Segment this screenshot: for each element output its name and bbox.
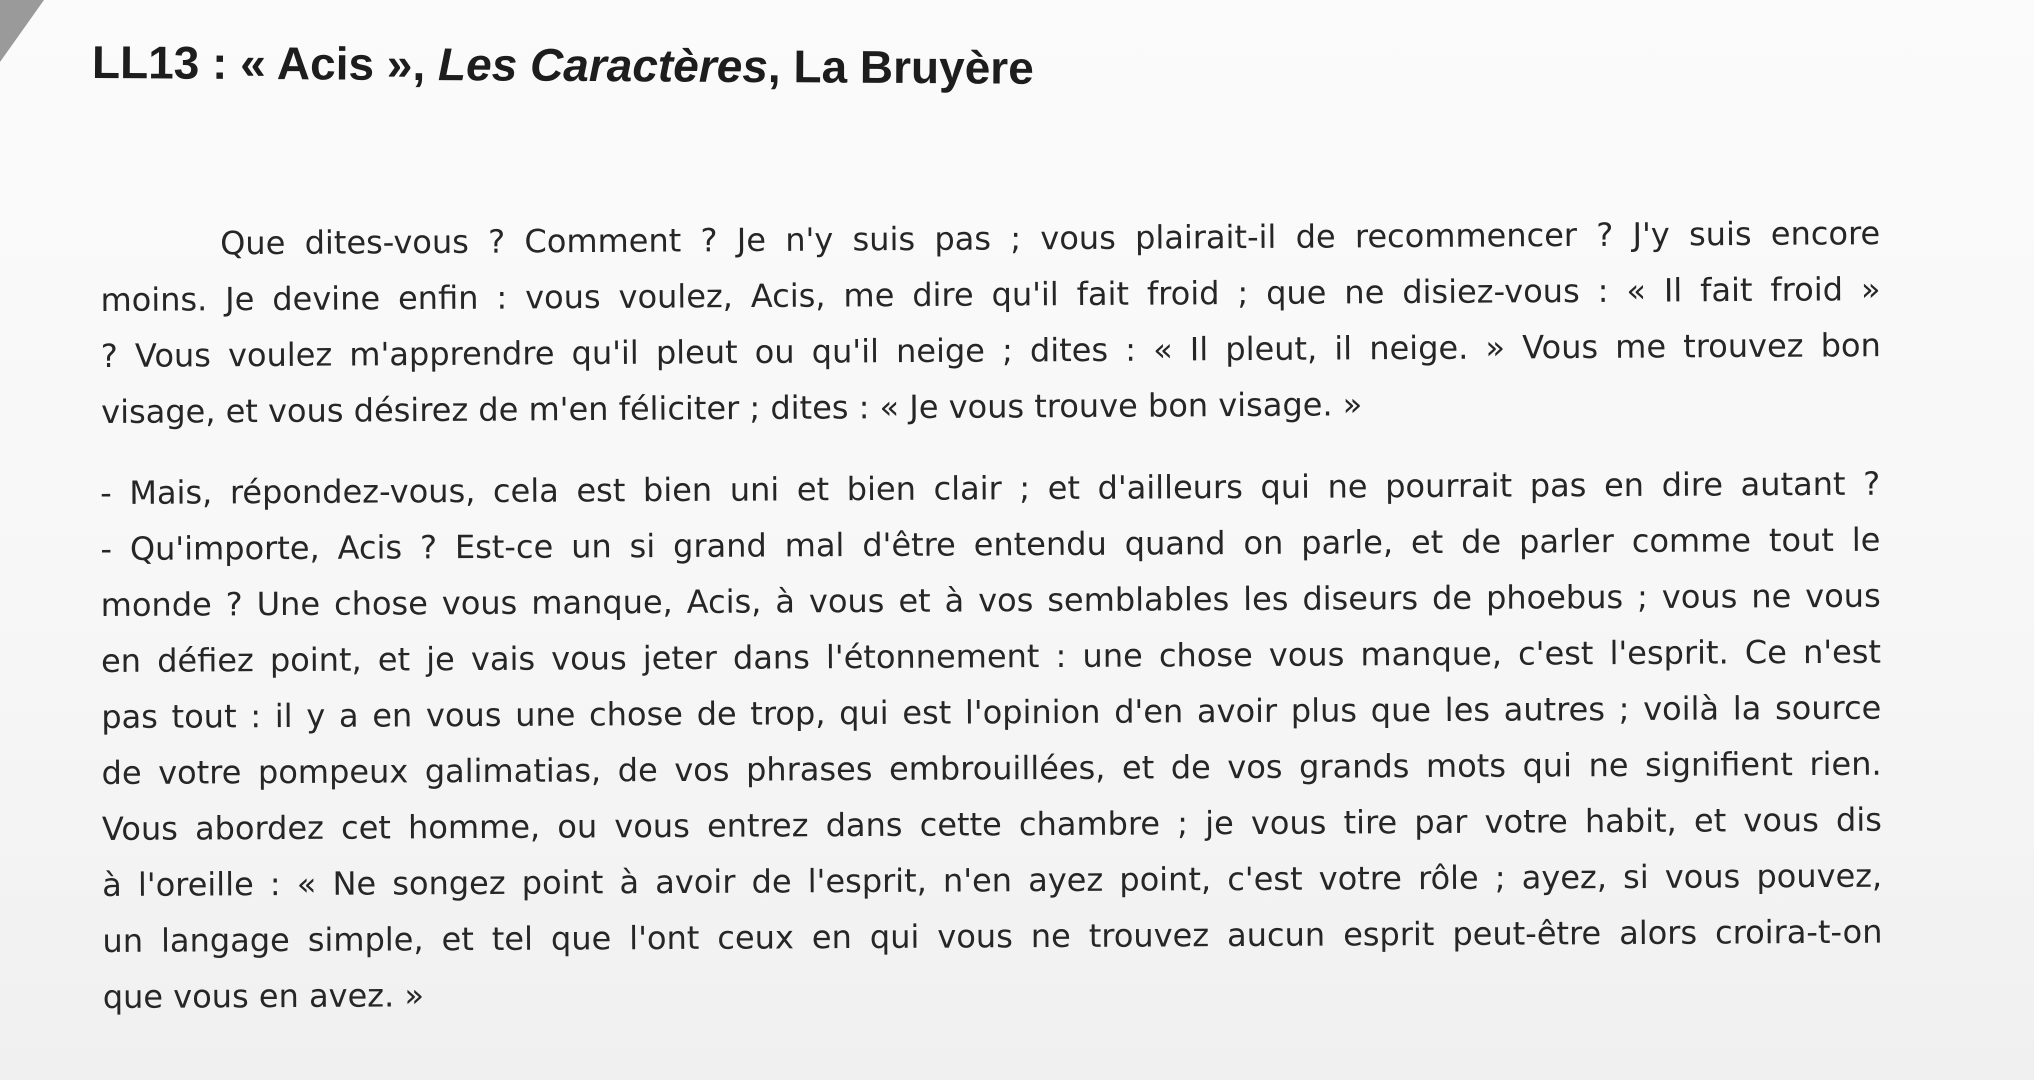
paragraph-2-line: monde ? Une chose vous manque, Acis, à vous et à vos semblables les diseurs de phoebus ; vous ne vous xyxy=(100,576,1881,624)
paragraph-1-line: visage, et vous désirez de m'en féliciter ; dites : « Je vous trouve bon visage. » xyxy=(101,385,1363,431)
paragraph-1-line: moins. Je devine enfin : vous voulez, Acis, me dire qu'il fait froid ; que ne disiez-vous : « Il fait froid » xyxy=(100,270,1881,319)
paragraph-2 xyxy=(100,457,1883,1026)
title-prefix: LL13 : « Acis », xyxy=(91,36,439,91)
paragraph-1-line: Que dites-vous ? Comment ? Je n'y suis pas ; vous plairait-il de recommencer ? J'y suis encore xyxy=(220,214,1881,263)
document-title xyxy=(92,28,1034,102)
paragraph-2-line: en défiez point, et je vais vous jeter dans l'étonnement : une chose vous manque, c'est l'esprit. Ce n'est xyxy=(100,632,1882,680)
paragraph-2-line: à l'oreille : « Ne songez point à avoir de l'esprit, n'en ayez point, c'est votre rôle ; ayez, si vous pouvez, xyxy=(102,856,1883,904)
paragraph-2-line: - Qu'importe, Acis ? Est-ce un si grand mal d'être entendu quand on parle, et de parler comme tout le xyxy=(100,520,1881,568)
paragraph-2-line: pas tout : il y a en vous une chose de trop, qui est l'opinion d'en avoir plus que les autres ; voilà la source xyxy=(101,688,1882,736)
paragraph-1-line: ? Vous voulez m'apprendre qu'il pleut ou qu'il neige ; dites : « Il pleut, il neige. » Vous me trouvez bon xyxy=(100,326,1881,375)
paragraph-2-line: - Mais, répondez-vous, cela est bien uni et bien clair ; et d'ailleurs qui ne pourrait pas en dire autant ? xyxy=(100,464,1881,512)
title-work: Les Caractères xyxy=(437,38,769,93)
title-suffix: , La Bruyère xyxy=(767,40,1034,94)
paragraph-2-line: Vous abordez cet homme, ou vous entrez dans cette chambre ; je vous tire par votre habit, et vous dis xyxy=(101,800,1882,848)
page-corner-fold xyxy=(0,0,44,62)
paragraph-2-line: de votre pompeux galimatias, de vos phrases embrouillées, et de vos grands mots qui ne signifient rien. xyxy=(101,744,1882,792)
paragraph-1 xyxy=(100,205,1881,440)
paragraph-2-line: un langage simple, et tel que l'ont ceux en qui vous ne trouvez aucun esprit peut-être alors croira-t-on xyxy=(102,912,1883,960)
paragraph-2-line: que vous en avez. » xyxy=(102,976,425,1016)
